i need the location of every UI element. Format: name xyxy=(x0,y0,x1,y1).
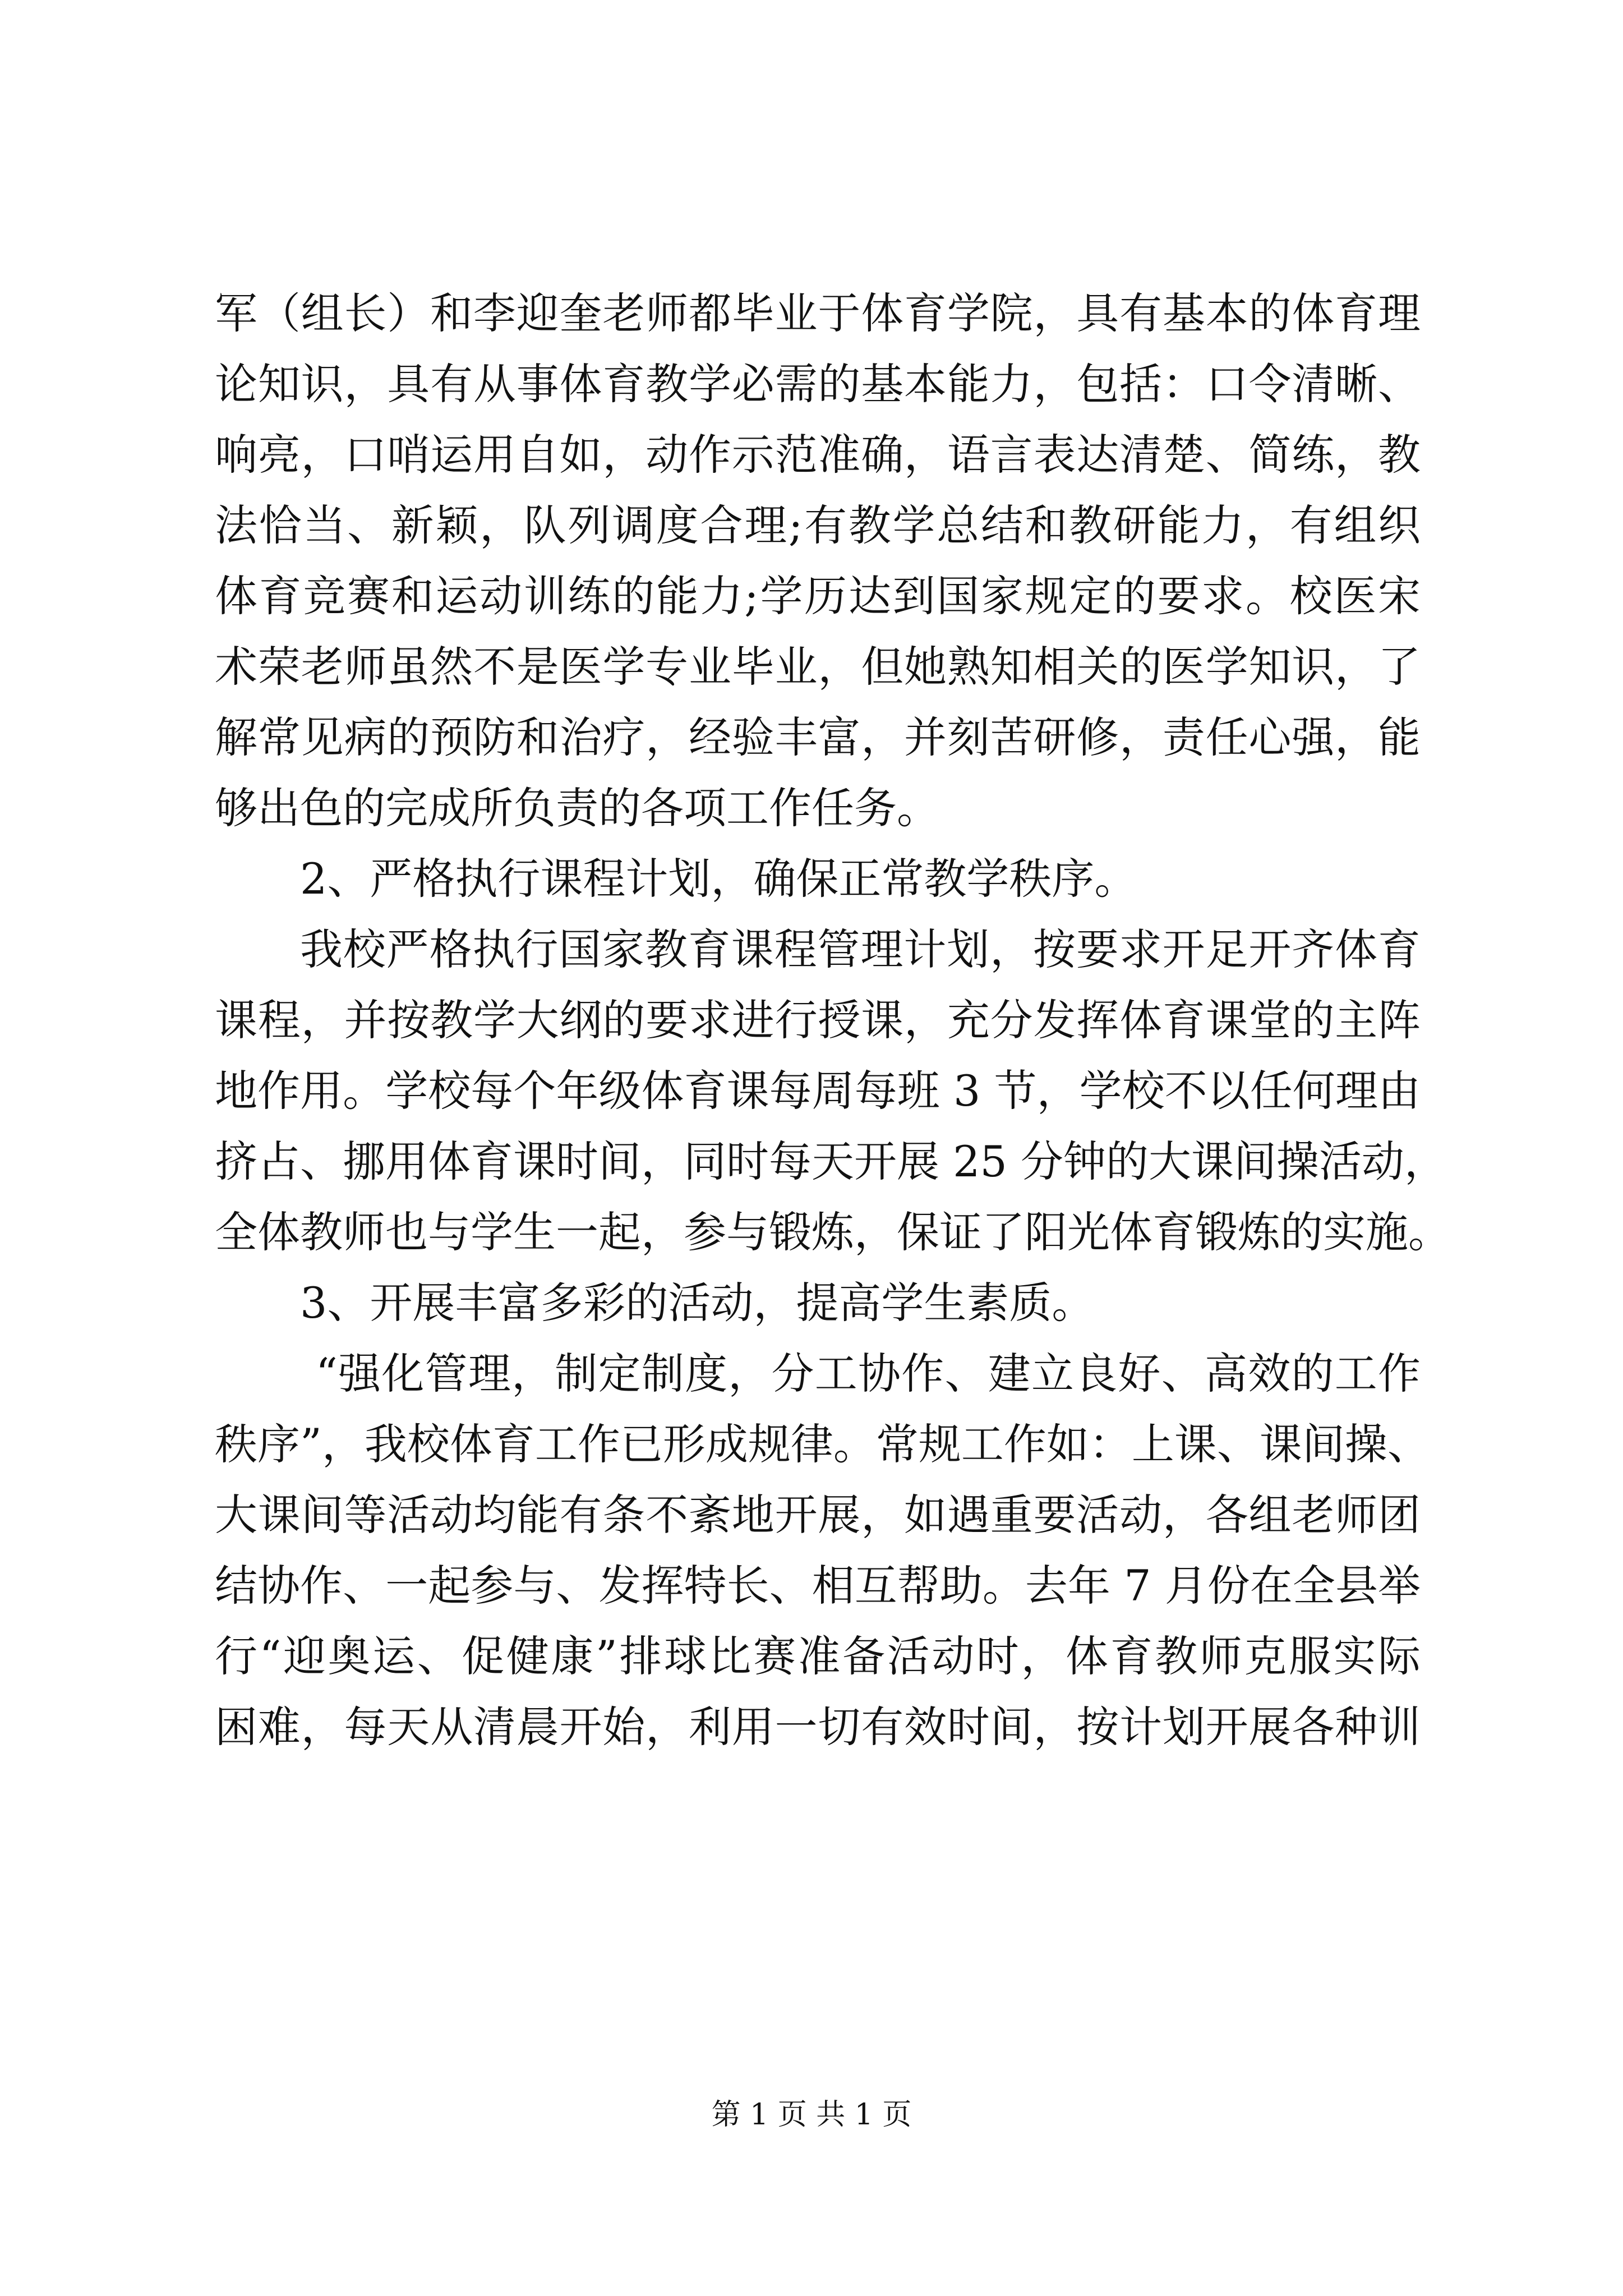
text-line: 行“迎奥运、促健康”排球比赛准备活动时，体育教师克服实际 xyxy=(215,1631,1421,1681)
text-line: 大课间等活动均能有条不紊地开展，如遇重要活动，各组老师团 xyxy=(215,1490,1421,1540)
text-line: 全体教师也与学生一起，参与锻炼，保证了阳光体育锻炼的实施。 xyxy=(215,1207,1451,1257)
text-line: 挤占、挪用体育课时间，同时每天开展 25 分钟的大课间操活动， xyxy=(215,1137,1447,1186)
document-body xyxy=(215,278,1451,1763)
text-line: 论知识，具有从事体育教学必需的基本能力，包括：口令清晰、 xyxy=(215,359,1421,409)
text-line: 地作用。学校每个年级体育课每周每班 3 节，学校不以任何理由 xyxy=(215,1066,1421,1116)
text-line: 困难，每天从清晨开始，利用一切有效时间，按计划开展各种训 xyxy=(215,1702,1421,1752)
text-line: 术荣老师虽然不是医学专业毕业，但她熟知相关的医学知识，了 xyxy=(215,642,1421,692)
page-number-footer: 第 1 页 共 1 页 xyxy=(711,2098,912,2132)
text-line: 解常见病的预防和治疗，经验丰富，并刻苦研修，责任心强，能 xyxy=(215,712,1421,762)
text-line: 我校严格执行国家教育课程管理计划，按要求开足开齐体育 xyxy=(300,924,1421,974)
text-line: 结协作、一起参与、发挥特长、相互帮助。去年 7 月份在全县举 xyxy=(215,1561,1421,1611)
text-line: “强化管理，制定制度，分工协作、建立良好、高效的工作 xyxy=(316,1349,1421,1398)
text-line: 法恰当、新颖，队列调度合理;有教学总结和教研能力，有组织 xyxy=(215,500,1421,550)
text-line: 课程，并按教学大纲的要求进行授课，充分发挥体育课堂的主阵 xyxy=(215,995,1421,1045)
text-line: 体育竞赛和运动训练的能力;学历达到国家规定的要求。校医宋 xyxy=(215,571,1421,621)
section-heading: 3、开展丰富多彩的活动，提高学生素质。 xyxy=(300,1278,1095,1328)
section-heading: 2、严格执行课程计划，确保正常教学秩序。 xyxy=(300,854,1137,904)
text-line: 响亮，口哨运用自如，动作示范准确，语言表达清楚、简练，教 xyxy=(215,430,1421,480)
text-line: 够出色的完成所负责的各项工作任务。 xyxy=(215,783,939,833)
text-line: 秩序”，我校体育工作已形成规律。常规工作如：上课、课间操、 xyxy=(215,1419,1430,1469)
text-line: 军（组长）和李迎奎老师都毕业于体育学院，具有基本的体育理 xyxy=(215,288,1421,338)
